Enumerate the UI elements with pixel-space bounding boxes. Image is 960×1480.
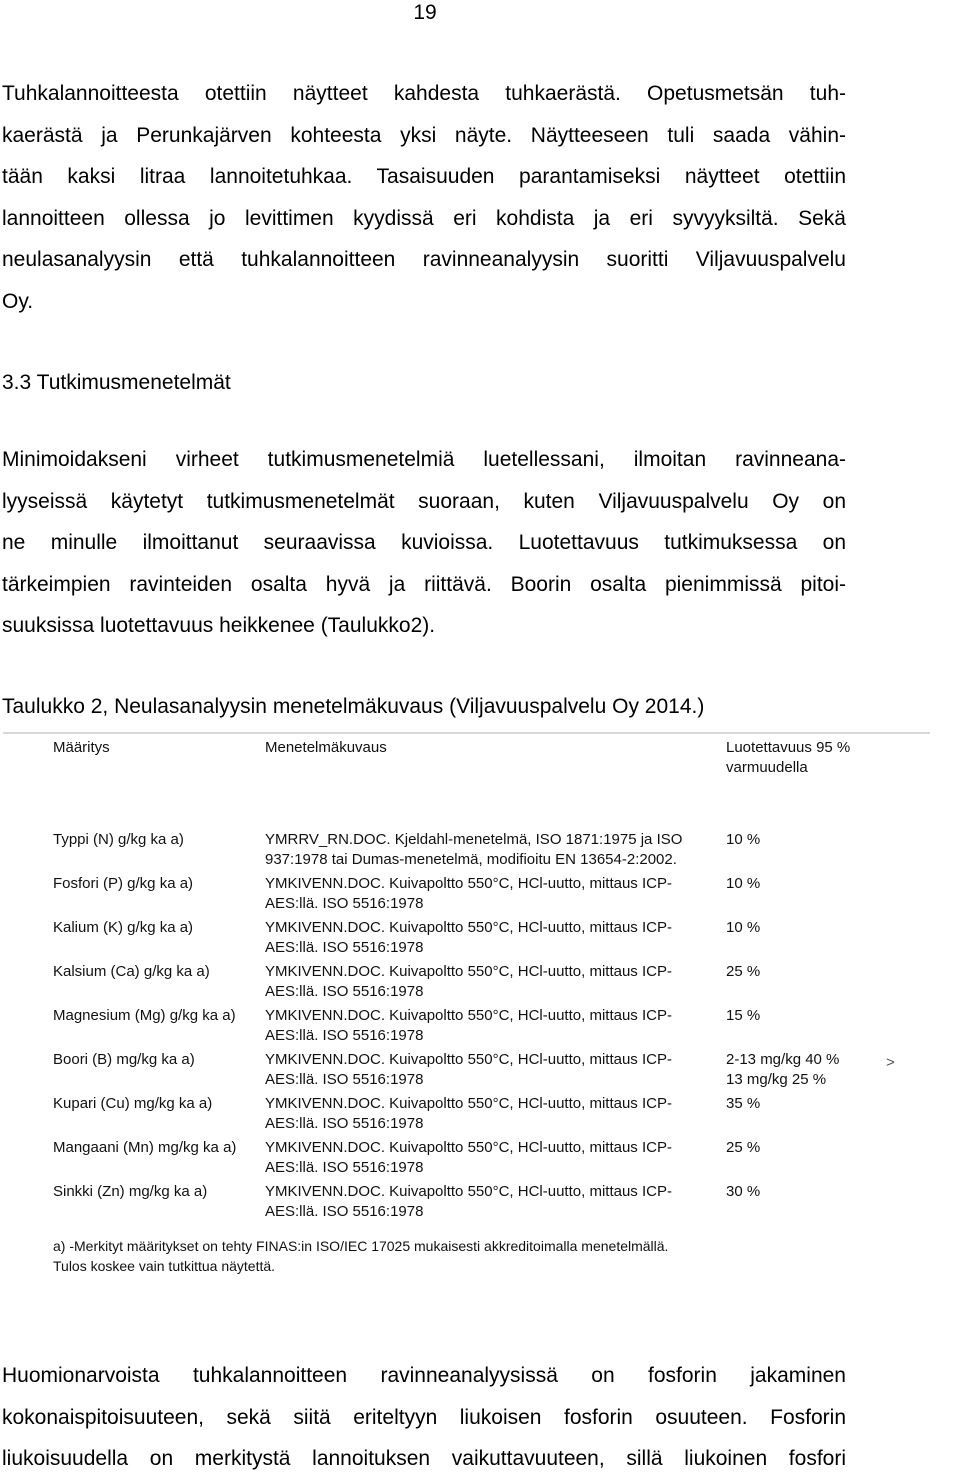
header-reliability-line2: varmuudella: [726, 759, 808, 776]
param-cell: Mangaani (Mn) mg/kg ka a): [53, 1139, 237, 1156]
text-line: kaerästä ja Perunkajärven kohteesta yksi näyte. Näytteeseen tuli saada vähin-: [2, 123, 846, 147]
table-row: [3, 1094, 930, 1136]
reliability-cell: 10 %: [726, 875, 761, 892]
reliability-cell: 10 %: [726, 831, 761, 848]
text-line: ne minulle ilmoittanut seuraavissa kuvioissa. Luotettavuus tutkimuksessa on: [2, 531, 846, 554]
reliability-cell: 25 %: [726, 1139, 761, 1156]
table-row: [3, 830, 930, 872]
text-line: kokonaispitoisuuteen, sekä siitä eriteltyyn liukoisen fosforin osuuteen. Fosforin: [2, 1405, 846, 1429]
table-row: [3, 1006, 930, 1048]
method-cell: YMKIVENN.DOC. Kuivapoltto 550°C, HCl-uutto, mittaus ICP- AES:llä. ISO 5516:1978: [265, 1051, 672, 1088]
reliability-cell: 25 %: [726, 963, 761, 980]
text-line: Oy.: [2, 289, 34, 313]
method-cell: YMKIVENN.DOC. Kuivapoltto 550°C, HCl-uutto, mittaus ICP- AES:llä. ISO 5516:1978: [265, 875, 672, 912]
reliability-cell: 35 %: [726, 1095, 761, 1112]
footnote-line: Tulos koskee vain tutkittua näytettä.: [53, 1258, 276, 1274]
table-row: [3, 1050, 930, 1092]
table-footnote: [53, 1236, 873, 1276]
text-line: suuksissa luotettavuus heikkenee (Taulukko2).: [2, 614, 436, 637]
reliability-cell: 30 %: [726, 1183, 761, 1200]
method-cell: YMKIVENN.DOC. Kuivapoltto 550°C, HCl-uutto, mittaus ICP- AES:llä. ISO 5516:1978: [265, 963, 672, 1000]
header-reliability-line1: Luotettavuus 95 %: [726, 739, 851, 756]
paragraph-sampling: [2, 73, 846, 322]
text-line: Huomionarvoista tuhkalannoitteen ravinneanalyysissä on fosforin jakaminen: [2, 1364, 846, 1387]
param-cell: Kalium (K) g/kg ka a): [53, 919, 194, 936]
method-cell: YMKIVENN.DOC. Kuivapoltto 550°C, HCl-uutto, mittaus ICP- AES:llä. ISO 5516:1978: [265, 1139, 672, 1176]
method-cell: YMKIVENN.DOC. Kuivapoltto 550°C, HCl-uutto, mittaus ICP- AES:llä. ISO 5516:1978: [265, 1183, 672, 1220]
param-cell: Fosfori (P) g/kg ka a): [53, 875, 194, 892]
table-row: [3, 918, 930, 960]
header-reliability: [726, 738, 876, 778]
text-line: lannoitteen ollessa jo levittimen kyydissä eri kohdista ja eri syvyyksiltä. Sekä: [2, 206, 846, 230]
paragraph-methods: [2, 439, 846, 647]
boron-marker: >: [886, 1054, 895, 1071]
param-cell: Typpi (N) g/kg ka a): [53, 831, 184, 848]
param-cell: Magnesium (Mg) g/kg ka a): [53, 1007, 236, 1024]
text-line: Minimoidakseni virheet tutkimusmenetelmiä luetellessani, ilmoitan ravinneana-: [2, 448, 846, 471]
table-row: [3, 874, 930, 916]
text-line: tään kaksi litraa lannoitetuhkaa. Tasaisuuden parantamiseksi näytteet otettiin: [2, 165, 846, 188]
param-cell: Kupari (Cu) mg/kg ka a): [53, 1095, 213, 1112]
reliability-cell: 10 %: [726, 919, 761, 936]
paragraph-phosphorus: [2, 1355, 846, 1480]
param-cell: Sinkki (Zn) mg/kg ka a): [53, 1183, 208, 1200]
reliability-cell: 15 %: [726, 1007, 761, 1024]
header-method: Menetelmäkuvaus: [265, 739, 387, 756]
reliability-cell: 2-13 mg/kg 40 % 13 mg/kg 25 %: [726, 1051, 840, 1088]
table-row: [3, 1182, 930, 1224]
method-cell: YMKIVENN.DOC. Kuivapoltto 550°C, HCl-uutto, mittaus ICP- AES:llä. ISO 5516:1978: [265, 919, 672, 956]
method-cell: YMRRV_RN.DOC. Kjeldahl-menetelmä, ISO 1871:1975 ja ISO 937:1978 tai Dumas-menetelmä, modifioitu EN 13654-2:2002.: [265, 831, 683, 868]
text-line: tärkeimpien ravinteiden osalta hyvä ja riittävä. Boorin osalta pienimmissä pitoi-: [2, 572, 846, 596]
section-heading: 3.3 Tutkimusmenetelmät: [2, 371, 231, 394]
param-cell: Boori (B) mg/kg ka a): [53, 1051, 195, 1068]
text-line: liukoisuudella on merkitystä lannoituksen vaikuttavuuteen, sillä liukoinen fosfori: [2, 1447, 846, 1470]
text-line: lyyseissä käytetyt tutkimusmenetelmät suoraan, kuten Viljavuuspalvelu Oy on: [2, 489, 846, 513]
method-table: [3, 730, 930, 1290]
method-cell: YMKIVENN.DOC. Kuivapoltto 550°C, HCl-uutto, mittaus ICP- AES:llä. ISO 5516:1978: [265, 1095, 672, 1132]
table-row: [3, 1138, 930, 1180]
footnote-line: a) -Merkityt määritykset on tehty FINAS:in ISO/IEC 17025 mukaisesti akkreditoimalla menetelmällä.: [53, 1238, 669, 1254]
header-determination: Määritys: [53, 739, 110, 756]
text-line: Tuhkalannoitteesta otettiin näytteet kahdesta tuhkaerästä. Opetusmetsän tuh-: [2, 82, 846, 105]
table-row: [3, 962, 930, 1004]
table-top-rule: [3, 732, 930, 734]
param-cell: Kalsium (Ca) g/kg ka a): [53, 963, 210, 980]
text-line: neulasanalyysin että tuhkalannoitteen ravinneanalyysin suoritti Viljavuuspalvelu: [2, 248, 846, 271]
table-caption: Taulukko 2, Neulasanalyysin menetelmäkuvaus (Viljavuuspalvelu Oy 2014.): [2, 695, 705, 718]
page-number: 19: [413, 1, 437, 24]
method-cell: YMKIVENN.DOC. Kuivapoltto 550°C, HCl-uutto, mittaus ICP- AES:llä. ISO 5516:1978: [265, 1007, 672, 1044]
